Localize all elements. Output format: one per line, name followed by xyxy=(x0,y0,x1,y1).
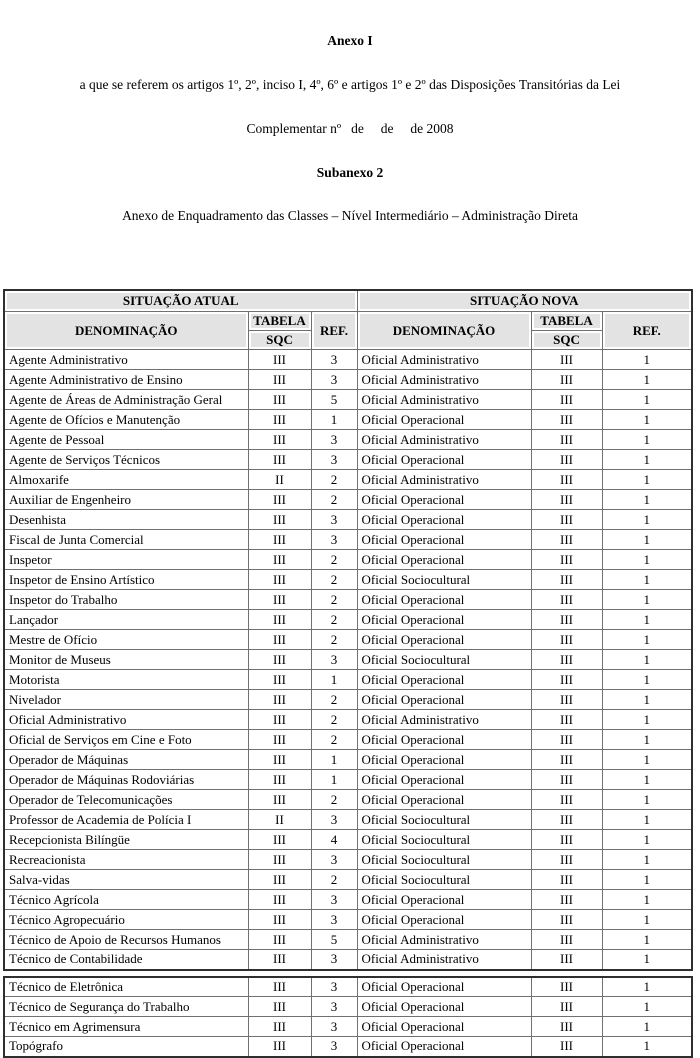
table-row xyxy=(4,630,692,650)
cell-tabela-sqc-atual: III xyxy=(248,650,311,670)
cell-ref-atual: 1 xyxy=(311,770,357,790)
cell-ref-atual: 5 xyxy=(311,390,357,410)
cell-ref-nova: 1 xyxy=(602,710,692,730)
cell-tabela-sqc-nova: III xyxy=(531,670,602,690)
cell-ref-nova: 1 xyxy=(602,530,692,550)
cell-tabela-sqc-nova: III xyxy=(531,870,602,890)
cell-ref-atual: 3 xyxy=(311,977,357,997)
table-row xyxy=(4,390,692,410)
header-ref-nova: REF. xyxy=(602,312,692,350)
cell-ref-nova: 1 xyxy=(602,950,692,970)
cell-ref-atual: 2 xyxy=(311,690,357,710)
cell-tabela-sqc-nova: III xyxy=(531,570,602,590)
cell-tabela-sqc-nova: III xyxy=(531,690,602,710)
cell-denominacao-atual: Técnico de Eletrônica xyxy=(4,977,248,997)
title-complementar-line: Complementar nº de de de 2008 xyxy=(246,120,454,136)
cell-ref-nova: 1 xyxy=(602,1037,692,1057)
cell-denominacao-atual: Técnico em Agrimensura xyxy=(4,1017,248,1037)
cell-denominacao-nova: Oficial Sociocultural xyxy=(357,810,531,830)
cell-ref-atual: 3 xyxy=(311,530,357,550)
cell-ref-atual: 2 xyxy=(311,490,357,510)
cell-tabela-sqc-atual: III xyxy=(248,790,311,810)
cell-denominacao-atual: Técnico Agrícola xyxy=(4,890,248,910)
cell-tabela-sqc-nova: III xyxy=(531,610,602,630)
cell-denominacao-nova: Oficial Administrativo xyxy=(357,950,531,970)
table-row xyxy=(4,830,692,850)
cell-ref-atual: 3 xyxy=(311,430,357,450)
cell-ref-nova: 1 xyxy=(602,650,692,670)
cell-denominacao-atual: Oficial Administrativo xyxy=(4,710,248,730)
group-header-row xyxy=(4,290,692,312)
cell-ref-nova: 1 xyxy=(602,730,692,750)
cell-denominacao-nova: Oficial Administrativo xyxy=(357,710,531,730)
cell-denominacao-nova: Oficial Operacional xyxy=(357,670,531,690)
cell-ref-nova: 1 xyxy=(602,830,692,850)
cell-denominacao-atual: Agente Administrativo de Ensino xyxy=(4,370,248,390)
cell-denominacao-nova: Oficial Sociocultural xyxy=(357,570,531,590)
cell-ref-nova: 1 xyxy=(602,470,692,490)
cell-denominacao-atual: Oficial de Serviços em Cine e Foto xyxy=(4,730,248,750)
column-header-row-1 xyxy=(4,312,692,331)
cell-denominacao-nova: Oficial Operacional xyxy=(357,997,531,1017)
cell-ref-nova: 1 xyxy=(602,770,692,790)
cell-ref-nova: 1 xyxy=(602,490,692,510)
cell-ref-atual: 2 xyxy=(311,790,357,810)
cell-ref-nova: 1 xyxy=(602,670,692,690)
cell-tabela-sqc-nova: III xyxy=(531,390,602,410)
cell-denominacao-atual: Motorista xyxy=(4,670,248,690)
cell-denominacao-nova: Oficial Operacional xyxy=(357,1037,531,1057)
cell-tabela-sqc-atual: III xyxy=(248,977,311,997)
cell-tabela-sqc-nova: III xyxy=(531,790,602,810)
cell-denominacao-atual: Técnico de Apoio de Recursos Humanos xyxy=(4,930,248,950)
cell-tabela-sqc-nova: III xyxy=(531,470,602,490)
table-row xyxy=(4,910,692,930)
cell-tabela-sqc-atual: III xyxy=(248,850,311,870)
cell-ref-atual: 2 xyxy=(311,590,357,610)
cell-denominacao-atual: Inspetor xyxy=(4,550,248,570)
cell-tabela-sqc-atual: III xyxy=(248,530,311,550)
cell-ref-atual: 1 xyxy=(311,670,357,690)
cell-denominacao-nova: Oficial Administrativo xyxy=(357,370,531,390)
cell-denominacao-atual: Recepcionista Bilíngüe xyxy=(4,830,248,850)
table-row xyxy=(4,730,692,750)
cell-denominacao-atual: Agente de Serviços Técnicos xyxy=(4,450,248,470)
table-row xyxy=(4,930,692,950)
cell-tabela-sqc-nova: III xyxy=(531,997,602,1017)
cell-ref-atual: 5 xyxy=(311,930,357,950)
cell-ref-atual: 2 xyxy=(311,610,357,630)
cell-tabela-sqc-atual: III xyxy=(248,410,311,430)
cell-ref-atual: 3 xyxy=(311,950,357,970)
cell-denominacao-atual: Agente de Ofícios e Manutenção xyxy=(4,410,248,430)
title-enquadramento-line: Anexo de Enquadramento das Classes – Nível Intermediário – Administração Direta xyxy=(122,208,578,224)
cell-tabela-sqc-nova: III xyxy=(531,770,602,790)
table-row xyxy=(4,810,692,830)
cell-ref-atual: 2 xyxy=(311,870,357,890)
cell-ref-nova: 1 xyxy=(602,1017,692,1037)
enquadramento-table xyxy=(3,289,693,971)
cell-ref-nova: 1 xyxy=(602,550,692,570)
cell-tabela-sqc-nova: III xyxy=(531,930,602,950)
cell-tabela-sqc-nova: III xyxy=(531,430,602,450)
cell-ref-atual: 1 xyxy=(311,410,357,430)
cell-tabela-sqc-nova: III xyxy=(531,910,602,930)
cell-ref-atual: 3 xyxy=(311,910,357,930)
cell-denominacao-nova: Oficial Sociocultural xyxy=(357,650,531,670)
cell-ref-atual: 3 xyxy=(311,510,357,530)
cell-denominacao-nova: Oficial Administrativo xyxy=(357,930,531,950)
cell-tabela-sqc-nova: III xyxy=(531,890,602,910)
cell-tabela-sqc-atual: III xyxy=(248,670,311,690)
cell-denominacao-atual: Mestre de Ofício xyxy=(4,630,248,650)
cell-denominacao-nova: Oficial Operacional xyxy=(357,750,531,770)
cell-tabela-sqc-nova: III xyxy=(531,370,602,390)
cell-tabela-sqc-atual: III xyxy=(248,550,311,570)
cell-tabela-sqc-atual: III xyxy=(248,490,311,510)
cell-tabela-sqc-atual: III xyxy=(248,730,311,750)
cell-tabela-sqc-nova: III xyxy=(531,810,602,830)
cell-ref-atual: 2 xyxy=(311,550,357,570)
cell-denominacao-atual: Almoxarife xyxy=(4,470,248,490)
cell-denominacao-nova: Oficial Administrativo xyxy=(357,430,531,450)
header-ref-atual: REF. xyxy=(311,312,357,350)
table-row xyxy=(4,410,692,430)
table-row xyxy=(4,470,692,490)
table-row xyxy=(4,590,692,610)
enquadramento-table-continued xyxy=(3,976,693,1058)
cell-tabela-sqc-atual: III xyxy=(248,830,311,850)
header-situacao-nova: SITUAÇÃO NOVA xyxy=(357,290,692,312)
cell-ref-nova: 1 xyxy=(602,930,692,950)
cell-denominacao-nova: Oficial Administrativo xyxy=(357,390,531,410)
cell-ref-atual: 2 xyxy=(311,470,357,490)
header-sqc-nova: SQC xyxy=(531,331,602,350)
cell-tabela-sqc-nova: III xyxy=(531,450,602,470)
cell-tabela-sqc-atual: III xyxy=(248,750,311,770)
cell-ref-atual: 2 xyxy=(311,570,357,590)
table-row xyxy=(4,370,692,390)
table-header xyxy=(4,290,692,350)
cell-ref-atual: 3 xyxy=(311,370,357,390)
table-row xyxy=(4,650,692,670)
cell-denominacao-atual: Fiscal de Junta Comercial xyxy=(4,530,248,550)
table-row xyxy=(4,510,692,530)
cell-ref-nova: 1 xyxy=(602,430,692,450)
cell-ref-nova: 1 xyxy=(602,910,692,930)
table-row xyxy=(4,850,692,870)
cell-ref-atual: 2 xyxy=(311,730,357,750)
cell-tabela-sqc-atual: III xyxy=(248,930,311,950)
cell-denominacao-nova: Oficial Operacional xyxy=(357,590,531,610)
header-situacao-atual: SITUAÇÃO ATUAL xyxy=(4,290,357,312)
cell-denominacao-nova: Oficial Operacional xyxy=(357,550,531,570)
cell-tabela-sqc-atual: III xyxy=(248,430,311,450)
table-row xyxy=(4,530,692,550)
cell-denominacao-nova: Oficial Sociocultural xyxy=(357,850,531,870)
cell-tabela-sqc-nova: III xyxy=(531,530,602,550)
table-row xyxy=(4,770,692,790)
cell-ref-nova: 1 xyxy=(602,750,692,770)
cell-denominacao-atual: Inspetor do Trabalho xyxy=(4,590,248,610)
cell-denominacao-nova: Oficial Operacional xyxy=(357,890,531,910)
cell-tabela-sqc-nova: III xyxy=(531,550,602,570)
cell-ref-nova: 1 xyxy=(602,997,692,1017)
cell-ref-nova: 1 xyxy=(602,870,692,890)
cell-ref-atual: 3 xyxy=(311,450,357,470)
cell-ref-atual: 3 xyxy=(311,810,357,830)
cell-tabela-sqc-atual: III xyxy=(248,950,311,970)
cell-tabela-sqc-atual: III xyxy=(248,710,311,730)
table-row xyxy=(4,890,692,910)
cell-ref-atual: 3 xyxy=(311,1017,357,1037)
table-body xyxy=(4,350,692,970)
cell-tabela-sqc-atual: III xyxy=(248,997,311,1017)
table-row xyxy=(4,950,692,970)
cell-denominacao-atual: Agente Administrativo xyxy=(4,350,248,370)
cell-ref-nova: 1 xyxy=(602,570,692,590)
table-row xyxy=(4,570,692,590)
cell-ref-nova: 1 xyxy=(602,350,692,370)
cell-tabela-sqc-nova: III xyxy=(531,650,602,670)
cell-denominacao-nova: Oficial Operacional xyxy=(357,910,531,930)
cell-tabela-sqc-nova: III xyxy=(531,730,602,750)
header-denominacao-nova: DENOMINAÇÃO xyxy=(357,312,531,350)
cell-ref-nova: 1 xyxy=(602,610,692,630)
cell-denominacao-nova: Oficial Administrativo xyxy=(357,470,531,490)
cell-denominacao-atual: Auxiliar de Engenheiro xyxy=(4,490,248,510)
cell-ref-nova: 1 xyxy=(602,790,692,810)
cell-ref-atual: 4 xyxy=(311,830,357,850)
cell-ref-nova: 1 xyxy=(602,510,692,530)
cell-denominacao-atual: Técnico de Contabilidade xyxy=(4,950,248,970)
cell-ref-nova: 1 xyxy=(602,410,692,430)
table-row xyxy=(4,670,692,690)
cell-tabela-sqc-atual: III xyxy=(248,590,311,610)
cell-ref-nova: 1 xyxy=(602,370,692,390)
cell-tabela-sqc-atual: III xyxy=(248,630,311,650)
cell-tabela-sqc-nova: III xyxy=(531,490,602,510)
cell-denominacao-nova: Oficial Operacional xyxy=(357,690,531,710)
cell-denominacao-atual: Técnico de Segurança do Trabalho xyxy=(4,997,248,1017)
table-row xyxy=(4,610,692,630)
cell-ref-nova: 1 xyxy=(602,690,692,710)
cell-denominacao-nova: Oficial Operacional xyxy=(357,790,531,810)
cell-ref-atual: 1 xyxy=(311,750,357,770)
cell-denominacao-nova: Oficial Operacional xyxy=(357,630,531,650)
cell-denominacao-atual: Operador de Telecomunicações xyxy=(4,790,248,810)
cell-tabela-sqc-atual: III xyxy=(248,510,311,530)
cell-ref-atual: 3 xyxy=(311,350,357,370)
cell-denominacao-atual: Salva-vidas xyxy=(4,870,248,890)
cell-tabela-sqc-atual: III xyxy=(248,770,311,790)
cell-ref-atual: 3 xyxy=(311,650,357,670)
cell-tabela-sqc-atual: III xyxy=(248,610,311,630)
cell-tabela-sqc-atual: III xyxy=(248,350,311,370)
cell-denominacao-nova: Oficial Operacional xyxy=(357,530,531,550)
cell-tabela-sqc-nova: III xyxy=(531,590,602,610)
cell-tabela-sqc-atual: III xyxy=(248,890,311,910)
header-denominacao-atual: DENOMINAÇÃO xyxy=(4,312,248,350)
cell-denominacao-nova: Oficial Operacional xyxy=(357,610,531,630)
cell-tabela-sqc-atual: III xyxy=(248,570,311,590)
header-sqc-atual: SQC xyxy=(248,331,311,350)
header-tabela-atual: TABELA xyxy=(248,312,311,331)
document-header xyxy=(0,0,700,253)
cell-denominacao-atual: Nivelador xyxy=(4,690,248,710)
cell-denominacao-nova: Oficial Operacional xyxy=(357,1017,531,1037)
cell-tabela-sqc-atual: III xyxy=(248,910,311,930)
cell-denominacao-atual: Desenhista xyxy=(4,510,248,530)
cell-ref-nova: 1 xyxy=(602,890,692,910)
header-tabela-nova: TABELA xyxy=(531,312,602,331)
cell-ref-nova: 1 xyxy=(602,450,692,470)
title-subanexo: Subanexo 2 xyxy=(316,164,384,180)
title-anexo: Anexo I xyxy=(327,33,373,49)
cell-denominacao-nova: Oficial Operacional xyxy=(357,490,531,510)
table-row xyxy=(4,1017,692,1037)
cell-denominacao-atual: Recreacionista xyxy=(4,850,248,870)
cell-tabela-sqc-atual: III xyxy=(248,870,311,890)
table-row xyxy=(4,997,692,1017)
cell-tabela-sqc-nova: III xyxy=(531,710,602,730)
cell-denominacao-nova: Oficial Sociocultural xyxy=(357,870,531,890)
cell-denominacao-atual: Lançador xyxy=(4,610,248,630)
table-row xyxy=(4,550,692,570)
cell-ref-nova: 1 xyxy=(602,390,692,410)
table-row xyxy=(4,350,692,370)
cell-ref-atual: 2 xyxy=(311,630,357,650)
cell-ref-nova: 1 xyxy=(602,977,692,997)
cell-denominacao-atual: Topógrafo xyxy=(4,1037,248,1057)
table-row xyxy=(4,1037,692,1057)
cell-tabela-sqc-nova: III xyxy=(531,1017,602,1037)
cell-tabela-sqc-nova: III xyxy=(531,630,602,650)
cell-tabela-sqc-atual: III xyxy=(248,390,311,410)
cell-ref-nova: 1 xyxy=(602,810,692,830)
cell-denominacao-nova: Oficial Operacional xyxy=(357,977,531,997)
cell-ref-nova: 1 xyxy=(602,590,692,610)
cell-denominacao-atual: Técnico Agropecuário xyxy=(4,910,248,930)
table-row xyxy=(4,690,692,710)
title-reference-line: a que se referem os artigos 1º, 2º, inciso I, 4º, 6º e artigos 1º e 2º das Disposições Transitórias da Lei xyxy=(79,76,621,92)
cell-tabela-sqc-atual: II xyxy=(248,470,311,490)
cell-denominacao-nova: Oficial Operacional xyxy=(357,410,531,430)
cell-tabela-sqc-atual: III xyxy=(248,690,311,710)
cell-tabela-sqc-nova: III xyxy=(531,1037,602,1057)
cell-ref-atual: 3 xyxy=(311,997,357,1017)
cell-tabela-sqc-nova: III xyxy=(531,350,602,370)
table-row xyxy=(4,490,692,510)
cell-ref-nova: 1 xyxy=(602,850,692,870)
cell-ref-nova: 1 xyxy=(602,630,692,650)
table-row xyxy=(4,870,692,890)
cell-denominacao-nova: Oficial Administrativo xyxy=(357,350,531,370)
cell-tabela-sqc-nova: III xyxy=(531,510,602,530)
cell-denominacao-atual: Professor de Academia de Polícia I xyxy=(4,810,248,830)
cell-denominacao-nova: Oficial Operacional xyxy=(357,510,531,530)
table-row xyxy=(4,790,692,810)
table-row xyxy=(4,710,692,730)
cell-denominacao-nova: Oficial Sociocultural xyxy=(357,830,531,850)
table-row xyxy=(4,750,692,770)
cell-denominacao-atual: Operador de Máquinas Rodoviárias xyxy=(4,770,248,790)
cell-tabela-sqc-nova: III xyxy=(531,850,602,870)
cell-tabela-sqc-nova: III xyxy=(531,977,602,997)
cell-denominacao-nova: Oficial Operacional xyxy=(357,730,531,750)
cell-ref-atual: 3 xyxy=(311,1037,357,1057)
table-row xyxy=(4,977,692,997)
cell-denominacao-nova: Oficial Operacional xyxy=(357,450,531,470)
cell-ref-atual: 2 xyxy=(311,710,357,730)
cell-tabela-sqc-atual: III xyxy=(248,370,311,390)
cell-denominacao-atual: Agente de Pessoal xyxy=(4,430,248,450)
cell-tabela-sqc-nova: III xyxy=(531,410,602,430)
cell-tabela-sqc-atual: III xyxy=(248,450,311,470)
cell-denominacao-atual: Operador de Máquinas xyxy=(4,750,248,770)
cell-denominacao-atual: Inspetor de Ensino Artístico xyxy=(4,570,248,590)
cell-tabela-sqc-nova: III xyxy=(531,950,602,970)
cell-ref-atual: 3 xyxy=(311,850,357,870)
table-row xyxy=(4,430,692,450)
cell-tabela-sqc-atual: III xyxy=(248,1037,311,1057)
cell-denominacao-atual: Monitor de Museus xyxy=(4,650,248,670)
cell-ref-atual: 3 xyxy=(311,890,357,910)
cell-denominacao-atual: Agente de Áreas de Administração Geral xyxy=(4,390,248,410)
cell-tabela-sqc-nova: III xyxy=(531,750,602,770)
table-body-continued xyxy=(4,977,692,1057)
cell-tabela-sqc-atual: II xyxy=(248,810,311,830)
cell-tabela-sqc-nova: III xyxy=(531,830,602,850)
table-row xyxy=(4,450,692,470)
cell-denominacao-nova: Oficial Operacional xyxy=(357,770,531,790)
cell-tabela-sqc-atual: III xyxy=(248,1017,311,1037)
